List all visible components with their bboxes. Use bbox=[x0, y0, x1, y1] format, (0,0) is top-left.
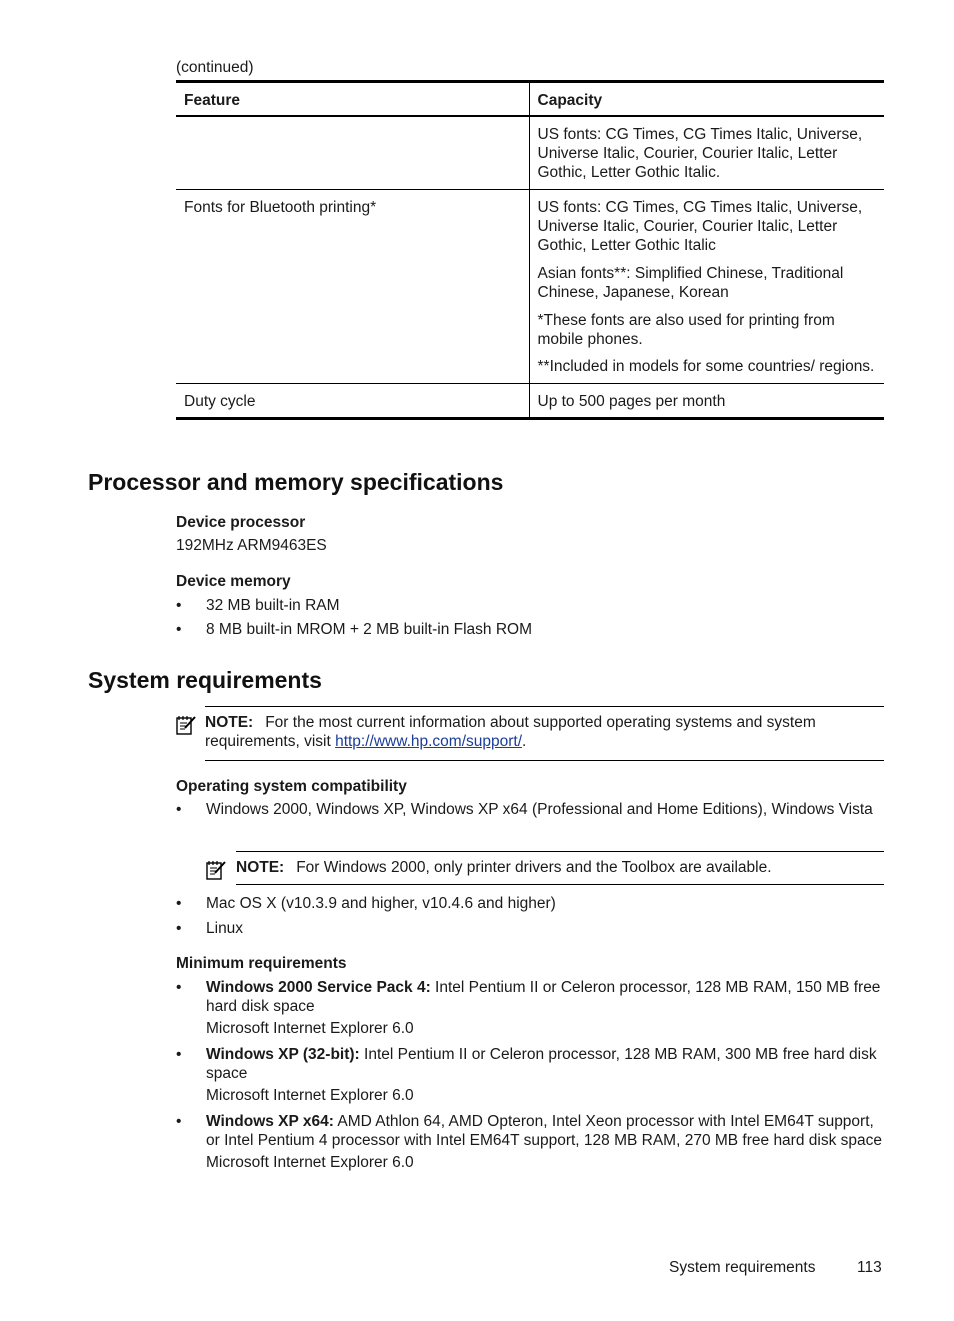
bullet-glyph: • bbox=[176, 979, 182, 996]
note-body: For the most current information about supported operating systems and system requirements, visit bbox=[205, 714, 816, 751]
requirement-browser: Microsoft Internet Explorer 6.0 bbox=[206, 1086, 414, 1104]
list-item bbox=[176, 1112, 884, 1172]
capacity-text: *These fonts are also used for printing from mobile phones. bbox=[537, 311, 835, 348]
page-number: 113 bbox=[857, 1259, 882, 1276]
requirement-text: Intel Pentium II or Celeron processor, 128 MB RAM, 150 MB free hard disk space bbox=[206, 979, 881, 1016]
requirement-text: Intel Pentium II or Celeron processor, 128 MB RAM, 300 MB free hard disk space bbox=[206, 1046, 877, 1083]
list-item bbox=[176, 978, 884, 1038]
table-header-row bbox=[176, 82, 884, 116]
requirement-browser: Microsoft Internet Explorer 6.0 bbox=[206, 1019, 414, 1037]
os-item: Mac OS X (v10.3.9 and higher, v10.4.6 and higher) bbox=[206, 895, 556, 912]
device-processor-value: 192MHz ARM9463ES bbox=[176, 537, 327, 554]
requirement-os: Windows XP x64: bbox=[206, 1113, 334, 1130]
header-feature: Feature bbox=[176, 82, 529, 116]
list-item bbox=[176, 596, 884, 615]
specifications-table bbox=[176, 80, 884, 420]
bullet-glyph: • bbox=[176, 895, 182, 912]
capacity-text: Asian fonts**: Simplified Chinese, Traditional Chinese, Japanese, Korean bbox=[537, 264, 844, 302]
feature-cell bbox=[176, 116, 529, 190]
os-item: Windows 2000, Windows XP, Windows XP x64 (Professional and Home Editions), Windows Vista bbox=[206, 801, 873, 818]
table-row bbox=[176, 116, 884, 190]
table-row bbox=[176, 189, 884, 383]
feature-cell: Duty cycle bbox=[176, 383, 529, 418]
note-box bbox=[205, 706, 884, 761]
requirement-os: Windows 2000 Service Pack 4: bbox=[206, 979, 431, 996]
device-processor-label: Device processor bbox=[176, 514, 306, 531]
os-compatibility-label: Operating system compatibility bbox=[176, 778, 407, 795]
list-item bbox=[176, 919, 884, 938]
note-body: For Windows 2000, only printer drivers and the Toolbox are available. bbox=[296, 859, 772, 876]
device-memory-label: Device memory bbox=[176, 573, 291, 590]
header-capacity: Capacity bbox=[529, 82, 884, 116]
memory-item: 8 MB built-in MROM + 2 MB built-in Flash ROM bbox=[206, 621, 533, 638]
bullet-glyph: • bbox=[176, 920, 182, 937]
continued-label: (continued) bbox=[176, 59, 254, 76]
footer-section-title: System requirements bbox=[669, 1259, 816, 1276]
capacity-text: US fonts: CG Times, CG Times Italic, Universe, Universe Italic, Courier, Courier Italic, Letter Gothic, Letter Gothic Italic bbox=[537, 198, 863, 255]
capacity-text: US fonts: CG Times, CG Times Italic, Universe, Universe Italic, Courier, Courier Italic, Letter Gothic, Letter Gothic Italic. bbox=[537, 125, 863, 182]
memory-item: 32 MB built-in RAM bbox=[206, 597, 340, 614]
requirement-browser: Microsoft Internet Explorer 6.0 bbox=[206, 1153, 414, 1171]
note-text bbox=[205, 707, 884, 758]
capacity-cell bbox=[529, 189, 884, 383]
bullet-glyph: • bbox=[176, 801, 182, 818]
list-item bbox=[176, 1045, 884, 1105]
table-row bbox=[176, 383, 884, 418]
note-box bbox=[236, 851, 884, 885]
list-item bbox=[176, 894, 884, 913]
requirement-item bbox=[206, 1045, 884, 1105]
requirement-text: AMD Athlon 64, AMD Opteron, Intel Xeon processor with Intel EM64T support, or Intel Pentium 4 processor with Intel EM64T support, 128 MB RAM, 270 MB free hard disk space bbox=[206, 1113, 882, 1150]
requirement-item bbox=[206, 1112, 884, 1172]
capacity-cell bbox=[529, 116, 884, 190]
os-item: Linux bbox=[206, 920, 244, 937]
note-text bbox=[236, 852, 884, 883]
note-end: . bbox=[522, 733, 527, 751]
minimum-requirements-label: Minimum requirements bbox=[176, 955, 347, 972]
note-icon bbox=[205, 859, 227, 881]
hp-support-link[interactable]: http://www.hp.com/support/ bbox=[335, 733, 523, 751]
capacity-text: **Included in models for some countries/ regions. bbox=[537, 358, 875, 376]
requirement-os: Windows XP (32-bit): bbox=[206, 1046, 360, 1063]
bullet-glyph: • bbox=[176, 1113, 182, 1130]
system-section-title: System requirements bbox=[88, 667, 322, 693]
bullet-glyph: • bbox=[176, 1046, 182, 1063]
requirement-item bbox=[206, 978, 884, 1038]
bullet-glyph: • bbox=[176, 621, 182, 638]
list-item bbox=[176, 800, 884, 819]
bullet-glyph: • bbox=[176, 597, 182, 614]
note-icon bbox=[175, 714, 197, 736]
processor-section-title: Processor and memory specifications bbox=[88, 469, 504, 495]
note-label: NOTE: bbox=[205, 714, 254, 731]
note-label: NOTE: bbox=[236, 859, 285, 876]
list-item bbox=[176, 620, 884, 639]
feature-cell: Fonts for Bluetooth printing* bbox=[176, 189, 529, 383]
capacity-cell bbox=[529, 383, 884, 418]
capacity-text: Up to 500 pages per month bbox=[537, 392, 726, 410]
